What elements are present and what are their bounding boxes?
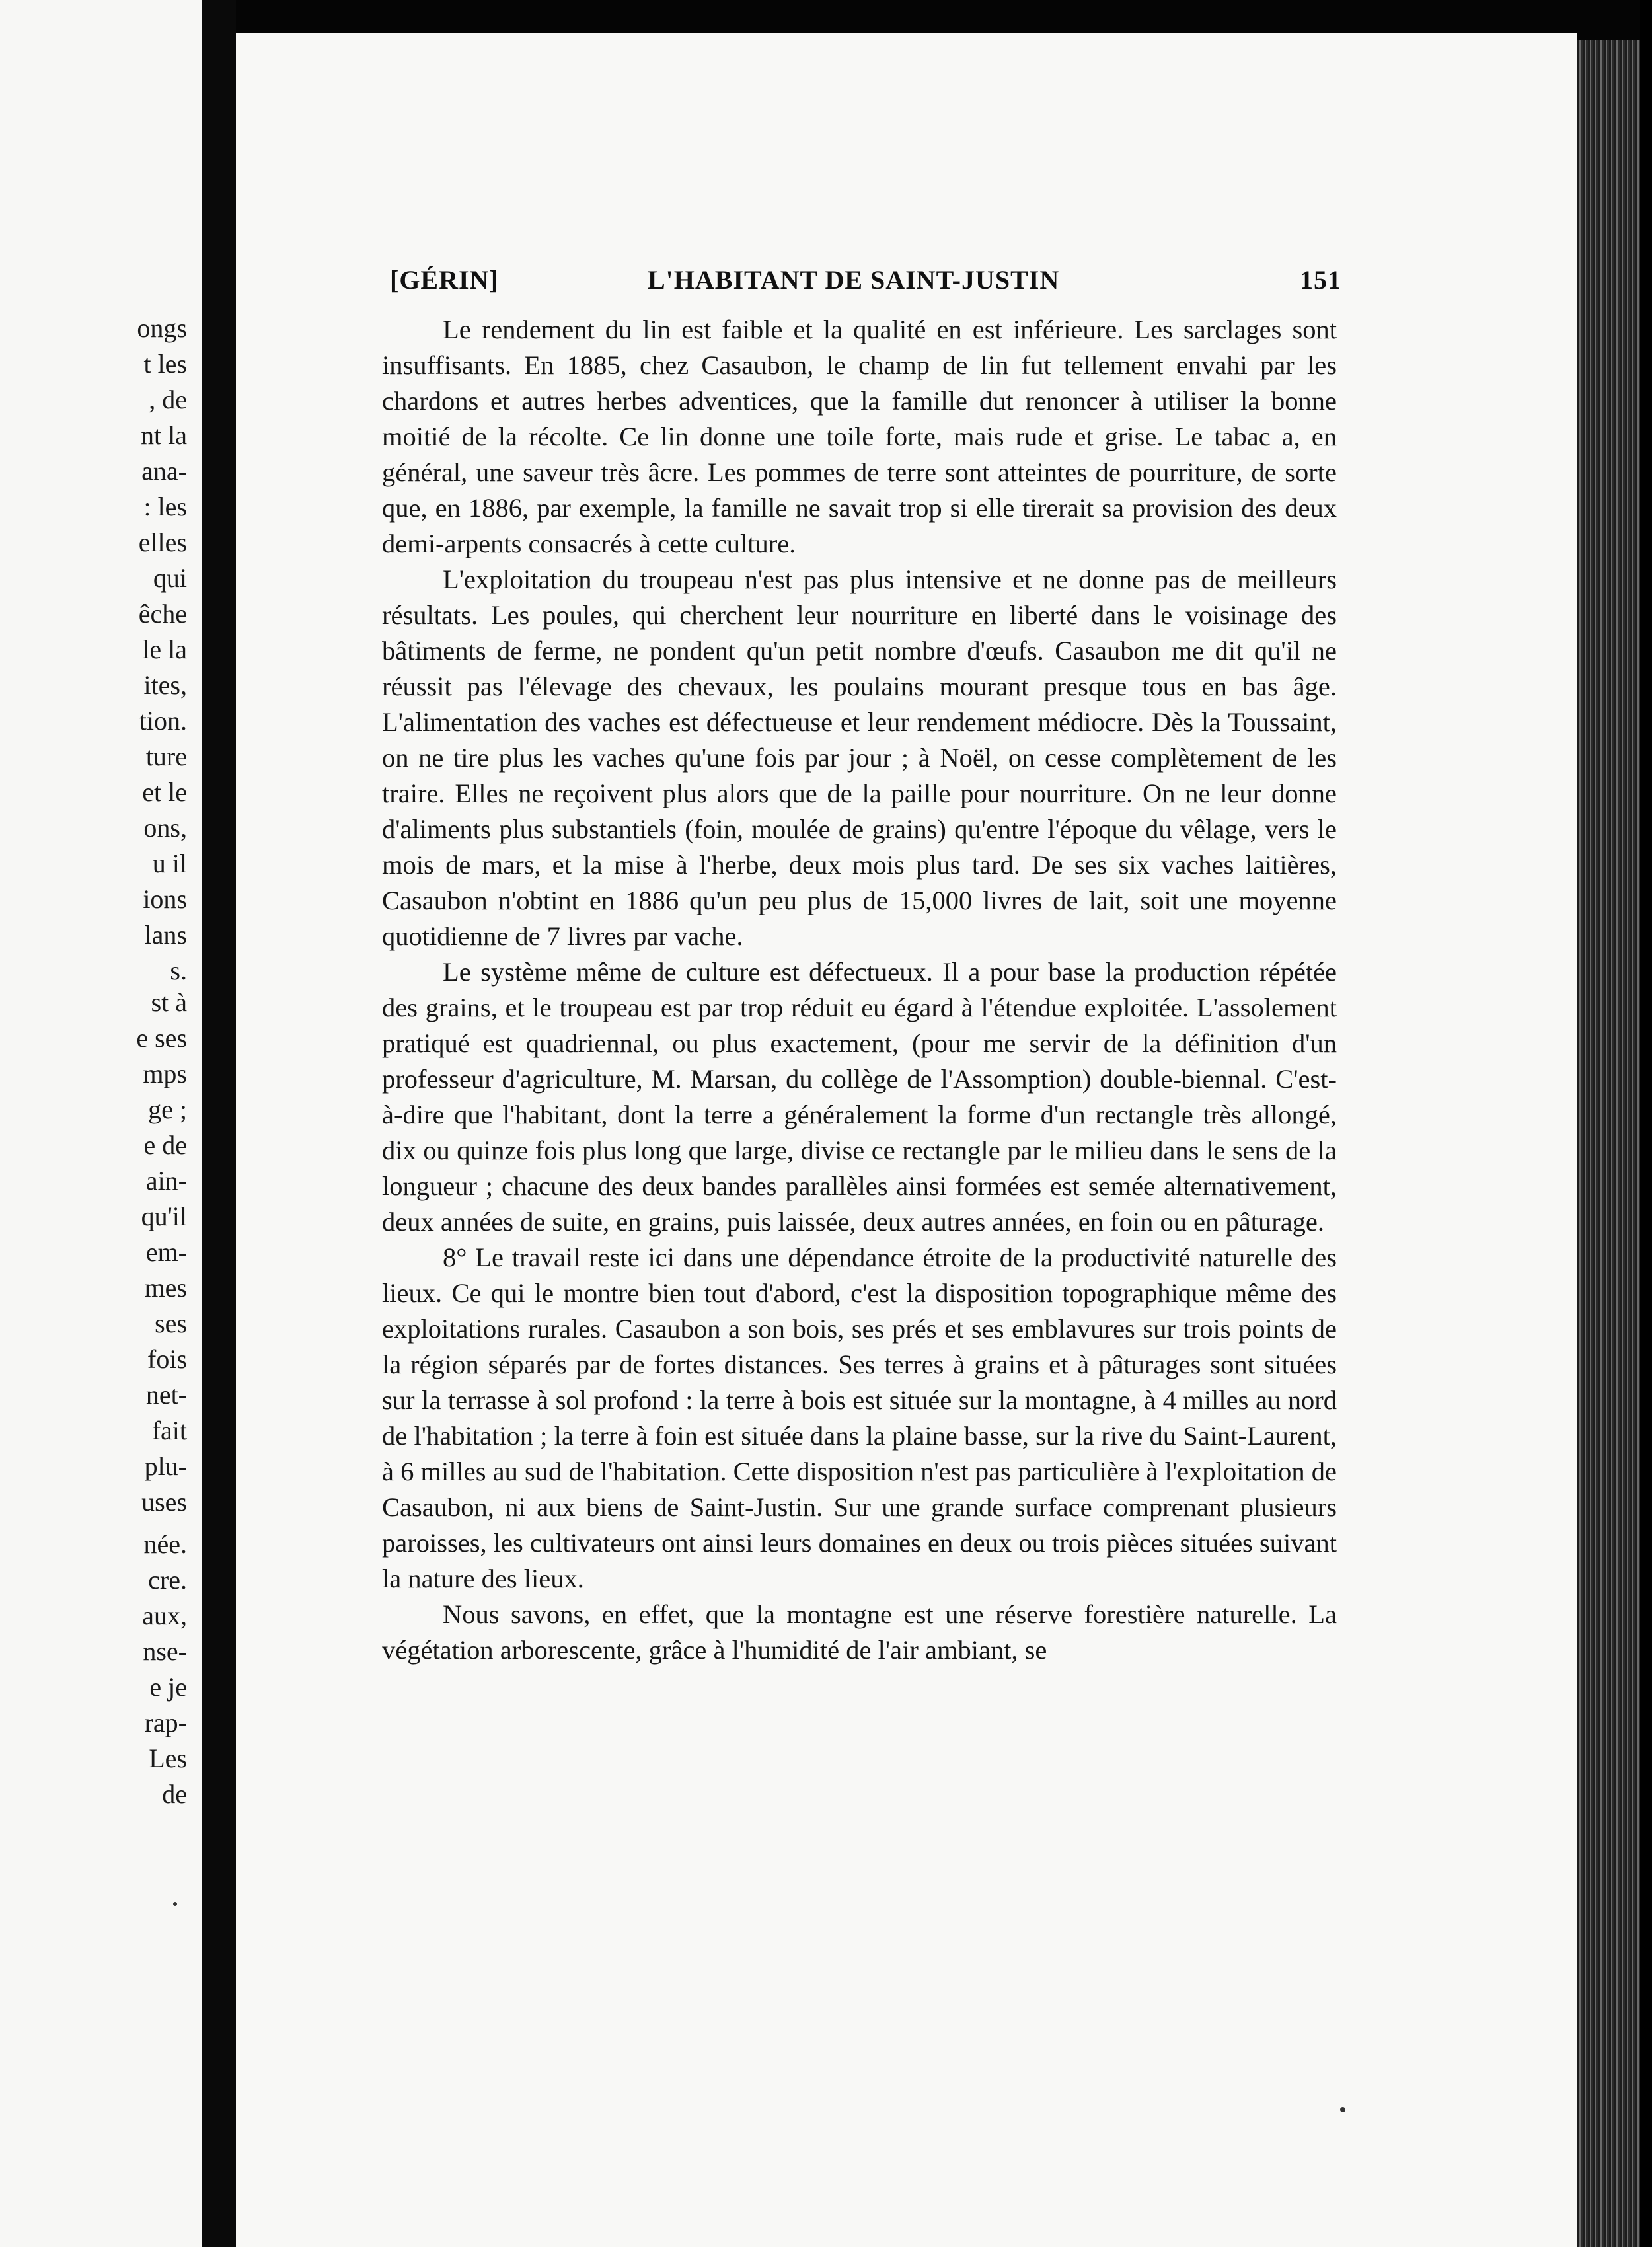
facing-page-line: st à: [151, 987, 187, 1017]
facing-page-line: e je: [149, 1672, 187, 1702]
facing-page-line: Les: [149, 1743, 187, 1773]
facing-page-line: ongs: [137, 313, 187, 343]
facing-page-line: de: [162, 1779, 187, 1809]
facing-page-line: plu-: [144, 1451, 187, 1481]
facing-page-line: qui: [153, 563, 187, 593]
facing-page-line: u il: [152, 849, 187, 878]
facing-page-line: lans: [144, 920, 187, 950]
running-title: L'HABITANT DE SAINT-JUSTIN: [648, 265, 1060, 295]
facing-page-line: cre.: [148, 1565, 187, 1595]
page-number: 151: [1300, 265, 1341, 295]
ink-speck: [1340, 2107, 1345, 2112]
author-signature: [GÉRIN]: [390, 265, 499, 295]
body-text: [382, 312, 1337, 1668]
facing-page-line: ture: [145, 742, 187, 771]
paragraph: Le système même de culture est défectueux. Il a pour base la production répétée des grains, et le troupeau est par trop réduit eu égard à l'étendue exploitée. L'assolement pratiqué est quadriennal, ou plus exactement, (pour me servir de la définition d'un professeur d'agriculture, M. Marsan, du collège de l'Assomption) double-biennal. C'est-à-dire que l'habitant, dont la terre a généralement la forme d'un rectangle très allongé, dix ou quinze fois plus long que large, divise ce rectangle par le milieu dans le sens de la longueur ; chacune des deux bandes parallèles ainsi formées est semée alternativement, deux années de suite, en grains, puis laissée, deux autres années, en foin ou en pâturage.: [382, 957, 1337, 1237]
facing-page-line: ain-: [145, 1166, 187, 1196]
facing-page-line: fois: [147, 1344, 187, 1374]
facing-page-line: : les: [143, 492, 187, 521]
book-gutter: [202, 0, 236, 2247]
facing-page-line: , de: [149, 385, 187, 414]
facing-page-line: aux,: [142, 1601, 187, 1630]
facing-page-line: e ses: [136, 1023, 187, 1053]
facing-page-line: em-: [145, 1237, 187, 1267]
facing-page-line: tion.: [139, 706, 187, 736]
facing-page-line: mes: [144, 1273, 187, 1303]
facing-page-line: fait: [151, 1416, 187, 1445]
facing-page-line: nse-: [143, 1636, 187, 1666]
facing-page-line: ons,: [143, 813, 187, 843]
paragraph: Le rendement du lin est faible et la qualité en est inférieure. Les sarclages sont insuffisants. En 1885, chez Casaubon, le champ de lin fut tellement envahi par les chardons et autres herbes adventices, que la famille dut renoncer à utiliser la bonne moitié de la récolte. Ce lin donne une toile forte, mais rude et grise. Le tabac a, en général, une saveur très âcre. Les pommes de terre sont atteintes de pourriture, de sorte que, en 1886, par exemple, la famille ne savait trop si elle tirerait sa provision des deux demi-arpents consacrés à cette culture.: [382, 315, 1337, 558]
facing-page-line: ge ;: [148, 1094, 187, 1124]
facing-page-line: rap-: [144, 1708, 187, 1737]
facing-page-line: qu'il: [141, 1201, 187, 1231]
facing-page-line: nt la: [141, 420, 187, 450]
facing-page-line: et le: [142, 777, 187, 807]
facing-page-line: t les: [143, 349, 187, 379]
paragraph: L'exploitation du troupeau n'est pas plus intensive et ne donne pas de meilleurs résultats. Les poules, qui cherchent leur nourriture en liberté dans le voisinage des bâtiments de ferme, ne pondent qu'un petit nombre d'œufs. Casaubon me dit qu'il ne réussit pas l'élevage des chevaux, les poulains mourant presque tous en bas âge. L'alimentation des vaches est défectueuse et leur rendement médiocre. Dès la Toussaint, on ne tire plus les vaches qu'une fois par jour ; à Noël, on cesse complètement de les traire. Elles ne reçoivent plus alors que de la paille pour nourriture. On ne leur donne d'aliments plus substantiels (foin, moulée de grains) qu'entre l'époque du vêlage, vers le mois de mars, et la mise à l'herbe, deux mois plus tard. De ses six vaches laitières, Casaubon n'obtint en 1886 qu'un peu plus de 15,000 livres de lait, soit une moyenne quotidienne de 7 livres par vache.: [382, 564, 1337, 951]
facing-page-line: s.: [170, 956, 187, 985]
facing-page-line: net-: [145, 1380, 187, 1410]
facing-page-line: mps: [143, 1059, 187, 1088]
facing-page-line: ana-: [141, 456, 187, 486]
facing-page-line: ions: [143, 884, 187, 914]
facing-page-line: ses: [155, 1309, 187, 1338]
left-page-fragment: [0, 0, 202, 2247]
facing-page-line: elles: [138, 527, 187, 557]
facing-page-line: e de: [143, 1130, 187, 1160]
paragraph: Nous savons, en effet, que la montagne est une réserve forestière naturelle. La végétation arborescente, grâce à l'humidité de l'air ambiant, se: [382, 1599, 1337, 1665]
facing-page-line: née.: [143, 1529, 187, 1559]
paragraph: 8° Le travail reste ici dans une dépendance étroite de la productivité naturelle des lieux. Ce qui le montre bien tout d'abord, c'est la disposition topographique même des exploitations rurales. Casaubon a son bois, ses prés et ses emblavures sur trois points de la région séparés par de fortes distances. Ses terres à grains et à pâturages sont situées sur la terrasse à sol profond : la terre à bois est située sur la montagne, à 4 milles au nord de l'habitation ; la terre à foin est située dans la plaine basse, sur la rive du Saint-Laurent, à 6 milles au sud de l'habitation. Cette disposition n'est pas particulière à l'exploitation de Casaubon, ni aux biens de Saint-Justin. Sur une grande surface comprenant plusieurs paroisses, les cultivateurs ont ainsi leurs domaines en deux ou trois pièces situées suivant la nature des lieux.: [382, 1242, 1337, 1593]
facing-page-line: uses: [141, 1487, 187, 1517]
facing-page-line: le la: [142, 634, 187, 664]
scan-border: [1640, 0, 1652, 2247]
ink-speck: [173, 1902, 177, 1906]
facing-page-line: êche: [138, 599, 187, 628]
running-header: [390, 264, 1341, 304]
page-edges: [1577, 40, 1640, 2247]
facing-page-line: ites,: [143, 670, 187, 700]
